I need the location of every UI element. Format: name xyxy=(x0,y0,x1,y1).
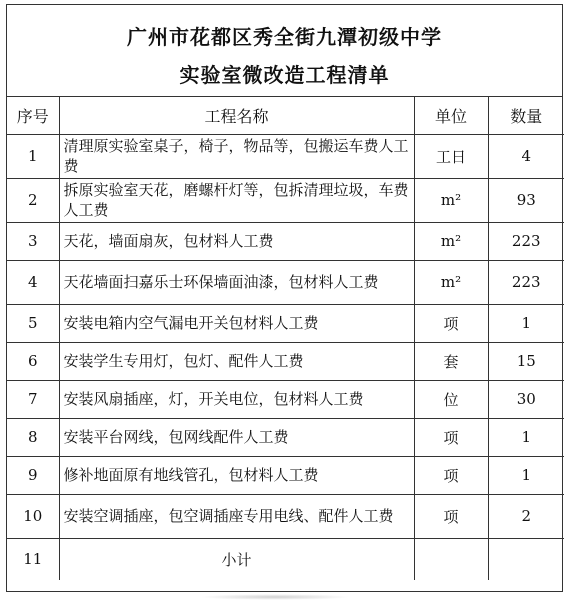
subtotal-unit xyxy=(414,538,488,580)
page-shadow xyxy=(200,594,350,600)
row-name: 天花，墙面扇灰，包材料人工费 xyxy=(59,222,414,260)
table-row xyxy=(7,134,564,178)
row-unit: m² xyxy=(414,222,488,260)
row-qty: 223 xyxy=(488,260,564,304)
table-row xyxy=(7,260,564,304)
row-no: 8 xyxy=(7,418,59,456)
row-no: 5 xyxy=(7,304,59,342)
row-qty: 1 xyxy=(488,456,564,494)
row-unit: 项 xyxy=(414,456,488,494)
row-no: 7 xyxy=(7,380,59,418)
header-unit: 单位 xyxy=(414,97,488,134)
table-row xyxy=(7,380,564,418)
document-title: 实验室微改造工程清单 xyxy=(179,63,390,87)
subtotal-qty xyxy=(488,538,564,580)
row-qty: 1 xyxy=(488,418,564,456)
row-no: 3 xyxy=(7,222,59,260)
subtotal-row xyxy=(7,538,564,580)
subtotal-no: 11 xyxy=(7,538,59,580)
table-row xyxy=(7,494,564,538)
row-name: 清理原实验室桌子，椅子，物品等，包搬运车费人工费 xyxy=(59,134,414,178)
row-name: 天花墙面扫嘉乐士环保墙面油漆，包材料人工费 xyxy=(59,260,414,304)
table-row xyxy=(7,418,564,456)
row-qty: 4 xyxy=(488,134,564,178)
row-qty: 30 xyxy=(488,380,564,418)
row-no: 4 xyxy=(7,260,59,304)
row-unit: m² xyxy=(414,178,488,222)
row-unit: 项 xyxy=(414,418,488,456)
row-unit: 套 xyxy=(414,342,488,380)
header-no: 序号 xyxy=(7,97,59,134)
header-row xyxy=(7,97,564,134)
title-block xyxy=(7,5,562,97)
row-qty: 2 xyxy=(488,494,564,538)
table-row xyxy=(7,342,564,380)
row-name: 安装空调插座，包空调插座专用电线、配件人工费 xyxy=(59,494,414,538)
row-qty: 223 xyxy=(488,222,564,260)
row-unit: 工日 xyxy=(414,134,488,178)
school-title: 广州市花都区秀全街九潭初级中学 xyxy=(127,25,442,49)
row-name: 修补地面原有地线管孔，包材料人工费 xyxy=(59,456,414,494)
row-qty: 93 xyxy=(488,178,564,222)
row-name: 安装风扇插座，灯，开关电位，包材料人工费 xyxy=(59,380,414,418)
header-name: 工程名称 xyxy=(59,97,414,134)
row-unit: m² xyxy=(414,260,488,304)
table-row xyxy=(7,456,564,494)
table-row xyxy=(7,178,564,222)
row-no: 1 xyxy=(7,134,59,178)
bill-of-quantities-sheet xyxy=(6,4,563,592)
header-qty: 数量 xyxy=(488,97,564,134)
row-name: 安装电箱内空气漏电开关包材料人工费 xyxy=(59,304,414,342)
row-no: 6 xyxy=(7,342,59,380)
table-row xyxy=(7,304,564,342)
quantities-table xyxy=(7,97,564,580)
subtotal-label: 小计 xyxy=(59,538,414,580)
table-row xyxy=(7,222,564,260)
row-unit: 项 xyxy=(414,304,488,342)
row-qty: 15 xyxy=(488,342,564,380)
row-name: 拆原实验室天花，磨螺杆灯等，包拆清理垃圾，车费人工费 xyxy=(59,178,414,222)
row-no: 9 xyxy=(7,456,59,494)
row-unit: 项 xyxy=(414,494,488,538)
row-name: 安装学生专用灯，包灯、配件人工费 xyxy=(59,342,414,380)
row-no: 2 xyxy=(7,178,59,222)
row-name: 安装平台网线，包网线配件人工费 xyxy=(59,418,414,456)
row-unit: 位 xyxy=(414,380,488,418)
row-qty: 1 xyxy=(488,304,564,342)
row-no: 10 xyxy=(7,494,59,538)
